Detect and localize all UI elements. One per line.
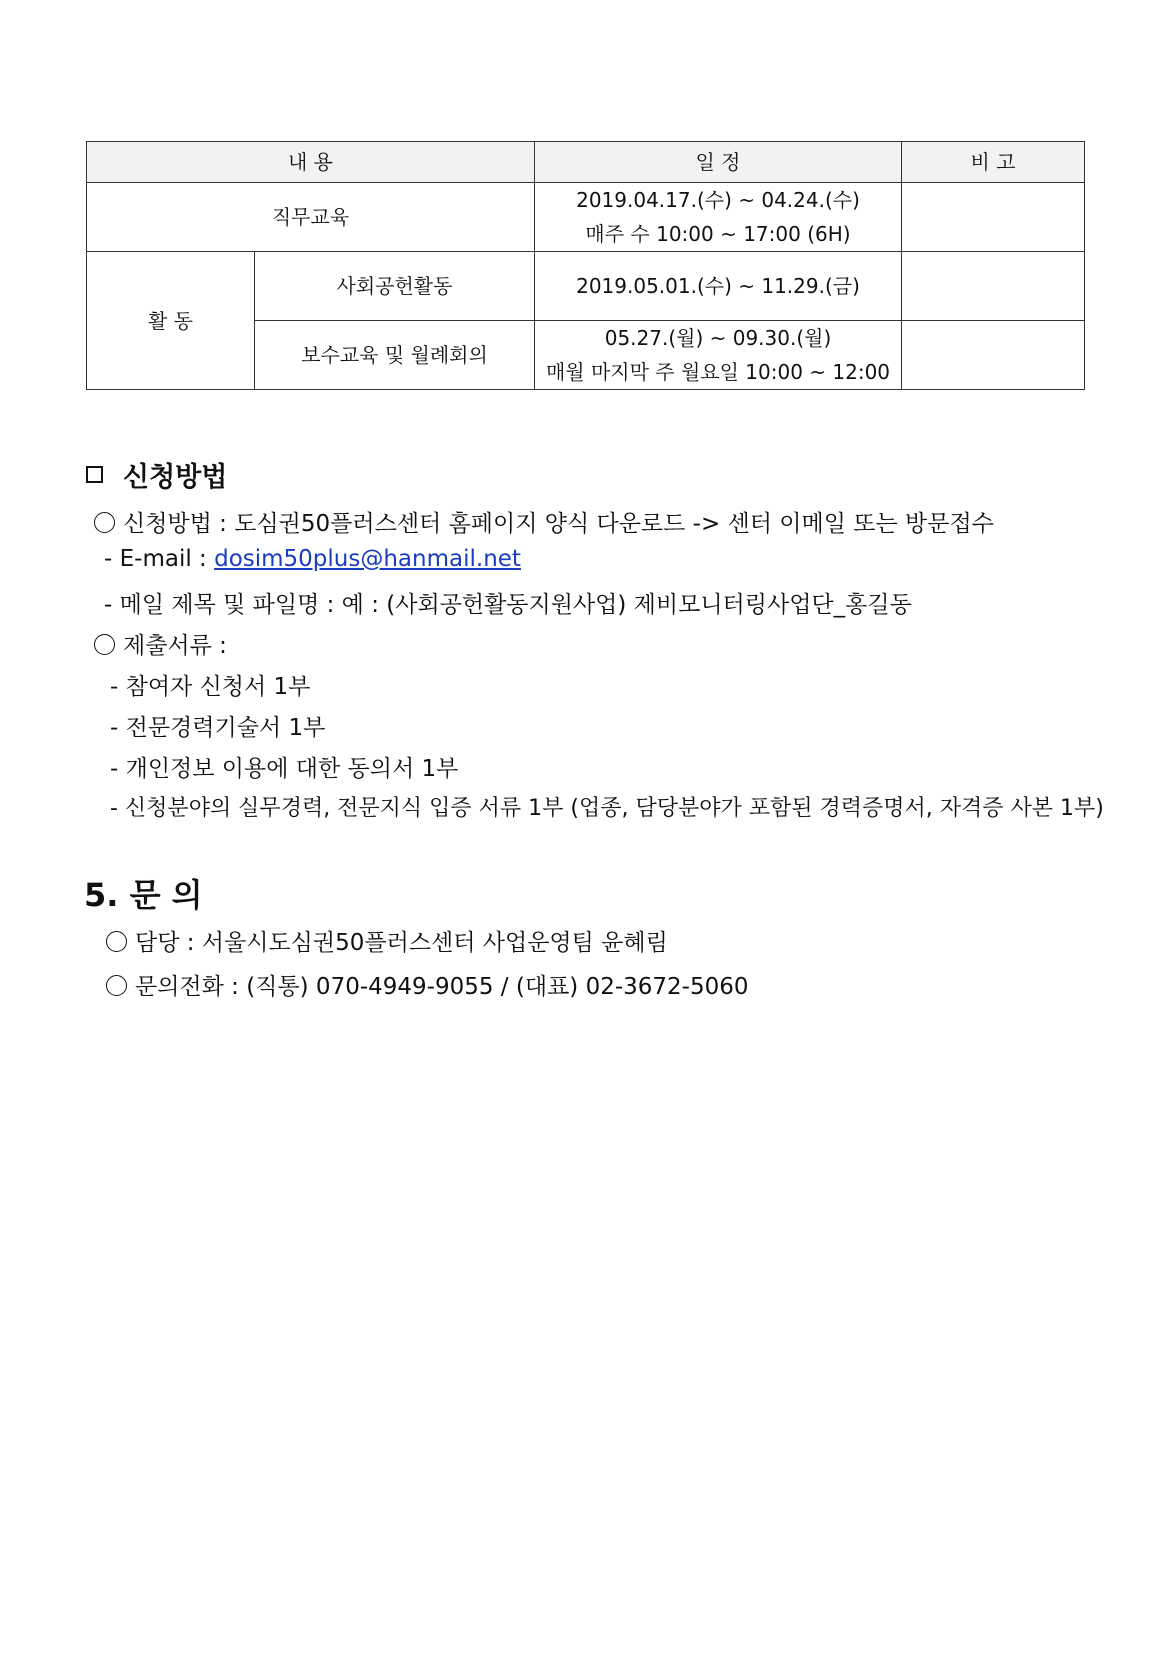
table-row [87,252,1085,321]
row-label: 사회공헌활동 [255,252,535,321]
row-schedule [535,183,902,252]
row-note [902,252,1085,321]
application-heading [86,455,227,494]
schedule-line: 2019.05.01.(수) ~ 11.29.(금) [576,274,860,298]
email-label: - E-mail : [104,546,215,572]
row-label: 직무교육 [87,183,535,252]
square-bullet-icon [86,466,103,483]
table-row [87,183,1085,252]
doc-item: - 개인정보 이용에 대한 동의서 1부 [110,756,459,782]
row-schedule [535,252,902,321]
inquiry-contact [106,924,668,957]
docs-heading-text: 제출서류 : [123,633,227,659]
inquiry-contact-text: 담당 : 서울시도심권50플러스센터 사업운영팀 윤혜림 [135,930,668,956]
row-schedule [535,321,902,390]
doc-item: - 참여자 신청서 1부 [110,674,311,700]
row-note [902,183,1085,252]
row-group-label: 활 동 [87,252,255,390]
schedule-line: 05.27.(월) ~ 09.30.(월) [604,326,832,350]
circle-bullet-icon [94,634,115,655]
inquiry-phone [106,968,749,1001]
mail-subject-line: - 메일 제목 및 파일명 : 예 : (사회공헌활동지원사업) 제비모니터링사업단_홍길동 [104,592,912,618]
docs-heading [94,627,227,660]
schedule-line: 매월 마지막 주 월요일 10:00 ~ 12:00 [545,360,891,384]
email-link[interactable]: dosim50plus@hanmail.net [214,546,521,572]
header-note: 비 고 [902,142,1085,183]
header-schedule: 일 정 [535,142,902,183]
row-note [902,321,1085,390]
schedule-line: 매주 수 10:00 ~ 17:00 (6H) [585,222,851,246]
header-content: 내 용 [87,142,535,183]
inquiry-heading: 5. 문 의 [84,876,203,914]
table-header-row [87,142,1085,183]
application-heading-text: 신청방법 [123,462,228,493]
circle-bullet-icon [94,512,115,533]
email-line [104,546,521,572]
circle-bullet-icon [106,931,127,952]
schedule-table [86,141,1085,390]
doc-item: - 신청분야의 실무경력, 전문지식 입증 서류 1부 (업종, 담당분야가 포함된 경력증명서, 자격증 사본 1부) [110,796,1104,821]
doc-item: - 전문경력기술서 1부 [110,715,326,741]
circle-bullet-icon [106,975,127,996]
inquiry-phone-text: 문의전화 : (직통) 070-4949-9055 / (대표) 02-3672-5060 [135,974,749,1000]
schedule-line: 2019.04.17.(수) ~ 04.24.(수) [576,188,860,212]
application-method-text: 신청방법 : 도심권50플러스센터 홈페이지 양식 다운로드 -> 센터 이메일 또는 방문접수 [123,511,994,537]
application-method [94,505,994,538]
row-label: 보수교육 및 월례회의 [255,321,535,390]
